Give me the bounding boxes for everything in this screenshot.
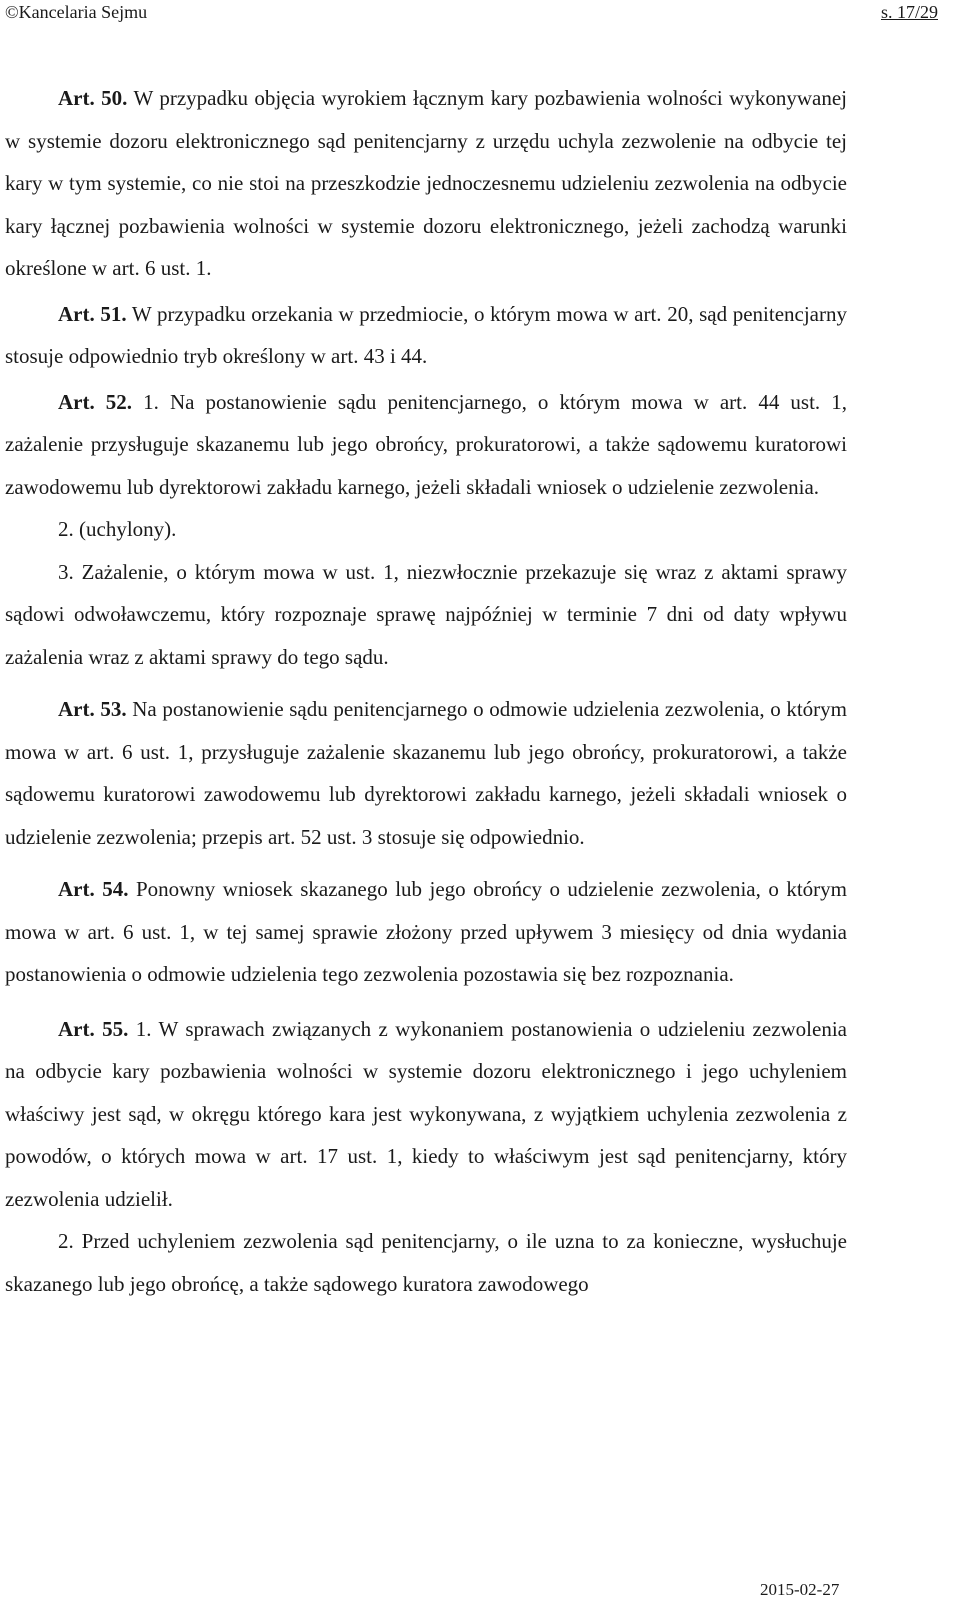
- article-text: Ponowny wniosek skazanego lub jego obrońcy o udzielenie zezwolenia, o którym mowa w art. 6 ust. 1, w tej samej sprawie złożony przed upływem 3 miesięcy od dnia wydania postanowienia o odmowie udzielenia tego zezwolenia pozostawia się bez rozpoznania.: [5, 877, 848, 986]
- article-label: Art. 52.: [58, 389, 133, 414]
- document-date: 2015-02-27: [760, 1580, 840, 1599]
- article-53: [5, 688, 847, 858]
- page-number: s. 17/29: [880, 2, 938, 22]
- page-header: [5, 0, 938, 28]
- article-51: [5, 293, 847, 378]
- article-55-para-1: [5, 1008, 847, 1221]
- copyright-notice: ©Kancelaria Sejmu: [5, 2, 148, 22]
- article-52-para-3: 3. Zażalenie, o którym mowa w ust. 1, niezwłocznie przekazuje się wraz z aktami sprawy sądowi odwoławczemu, który rozpoznaje sprawę najpóźniej w terminie 7 dni od daty wpływu zażalenia wraz z aktami sprawy do tego sądu.: [5, 559, 847, 669]
- document-body: [5, 77, 847, 1305]
- article-52-para-1: [5, 381, 847, 509]
- article-label: Art. 51.: [58, 301, 127, 326]
- article-54: [5, 868, 847, 996]
- article-text: 1. W sprawach związanych z wykonaniem postanowienia o udzieleniu zezwolenia na odbycie kary pozbawienia wolności w systemie dozoru elektronicznego i jego uchyleniem właściwy jest sąd, w okręgu którego kara jest wykonywana, z wyjątkiem uchylenia zezwolenia z powodów, o których mowa w art. 17 ust. 1, kiedy to właściwym jest sąd penitencjarny, który zezwolenia udzielił.: [5, 1016, 847, 1211]
- article-55-para-2: 2. Przed uchyleniem zezwolenia sąd penitencjarny, o ile uzna to za konieczne, wysłuchuje skazanego lub jego obrońcę, a także sądowego kuratora zawodowego: [5, 1229, 847, 1296]
- article-text: 1. Na postanowienie sądu penitencjarnego, o którym mowa w art. 44 ust. 1, zażalenie przysługuje skazanemu lub jego obrońcy, prokuratorowi, a także sądowemu kuratorowi zawodowemu lub dyrektorowi zakładu karnego, jeżeli składali wniosek o udzielenie zezwolenia.: [5, 389, 848, 499]
- article-text: Na postanowienie sądu penitencjarnego o odmowie udzielenia zezwolenia, o którym mowa w art. 6 ust. 1, przysługuje zażalenie skazanemu lub jego obrońcy, prokuratorowi, a także sądowemu kuratorowi zawodowemu lub dyrektorowi zakładu karnego, jeżeli składali wniosek o udzielenie zezwolenia; przepis art. 52 ust. 3 stosuje się odpowiednio.: [5, 697, 847, 849]
- article-label: Art. 55.: [58, 1016, 129, 1041]
- article-text: W przypadku objęcia wyrokiem łącznym kary pozbawienia wolności wykonywanej w systemie dozoru elektronicznego sąd penitencjarny z urzędu uchyla zezwolenie na odbycie tej kary w tym systemie, co nie stoi na przeszkodzie jednoczesnemu udzieleniu zezwolenia na odbycie kary łącznej pozbawienia wolności w systemie dozoru elektronicznego, jeżeli zachodzą warunki określone w art. 6 ust. 1.: [5, 86, 847, 280]
- article-text: W przypadku orzekania w przedmiocie, o którym mowa w art. 20, sąd penitencjarny stosuje odpowiednio tryb określony w art. 43 i 44.: [5, 301, 847, 368]
- article-label: Art. 54.: [58, 877, 129, 901]
- article-50: [5, 77, 847, 290]
- article-label: Art. 50.: [58, 86, 128, 110]
- article-label: Art. 53.: [58, 697, 127, 721]
- article-52-para-2: 2. (uchylony).: [58, 517, 177, 541]
